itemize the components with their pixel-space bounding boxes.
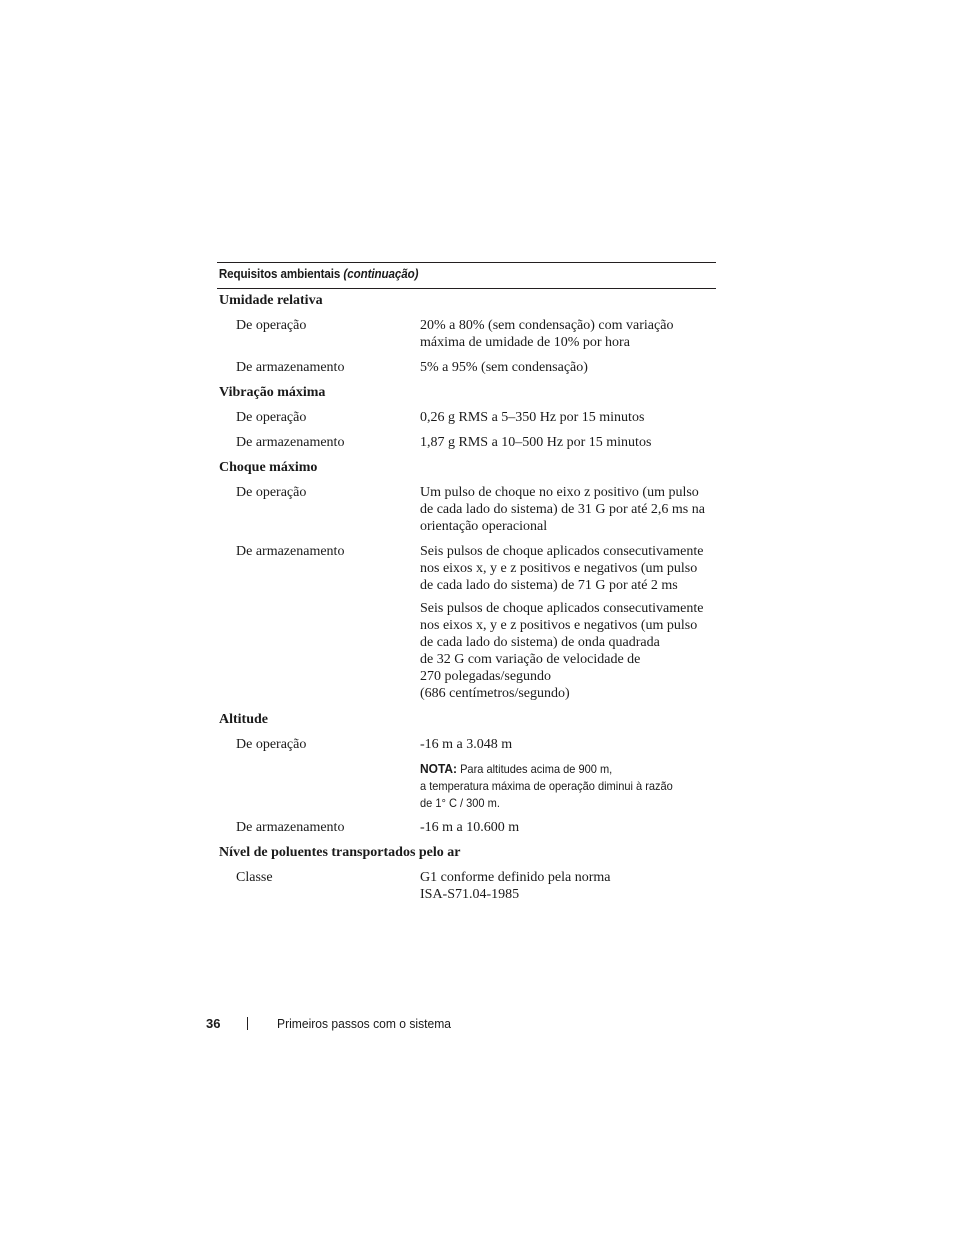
value-line: Seis pulsos de choque aplicados consecutivamente <box>420 544 704 559</box>
row-value-shock-operating <box>420 484 720 535</box>
value-line: ISA-S71.04-1985 <box>420 887 520 902</box>
row-value-humidity-storage <box>420 359 720 376</box>
section-title-altitude: Altitude <box>219 712 268 727</box>
note-first-line <box>420 760 696 778</box>
value-line: 5% a 95% (sem condensação) <box>420 360 588 375</box>
value-line: G1 conforme definido pela norma <box>420 870 611 885</box>
row-value-altitude-storage <box>420 819 720 836</box>
value-line: Um pulso de choque no eixo z positivo (um pulso <box>420 485 699 500</box>
value-line: de cada lado do sistema) de 31 G por até 2,6 ms na <box>420 502 705 517</box>
row-label-shock-storage: De armazenamento <box>236 544 345 559</box>
row-label-altitude-operating: De operação <box>236 737 307 752</box>
row-value-vibration-operating <box>420 409 720 426</box>
value-line: de 32 G com variação de velocidade de <box>420 652 641 667</box>
value-line: 1,87 g RMS a 10–500 Hz por 15 minutos <box>420 435 652 450</box>
footer-title: Primeiros passos com o sistema <box>277 1016 452 1031</box>
note-line: a temperatura máxima de operação diminui à razão <box>420 779 673 793</box>
note-text: Para altitudes acima de 900 m, <box>460 762 613 776</box>
value-line: 0,26 g RMS a 5–350 Hz por 15 minutos <box>420 410 645 425</box>
value-line: -16 m a 10.600 m <box>420 820 520 835</box>
row-value-shock-storage-square-wave <box>420 600 720 702</box>
value-line: (686 centímetros/segundo) <box>420 686 570 701</box>
value-line: orientação operacional <box>420 519 548 534</box>
value-line: 20% a 80% (sem condensação) com variação <box>420 318 674 333</box>
row-value-humidity-operating <box>420 317 720 351</box>
value-line: 270 polegadas/segundo <box>420 669 552 684</box>
table-title: Requisitos ambientais <box>218 267 341 281</box>
altitude-note <box>420 760 696 812</box>
section-title-shock: Choque máximo <box>219 460 318 475</box>
row-label-vibration-storage: De armazenamento <box>236 435 345 450</box>
row-value-shock-storage <box>420 543 720 594</box>
environmental-requirements-table <box>217 262 716 909</box>
table-continuation: (continuação) <box>343 267 419 281</box>
value-line: máxima de umidade de 10% por hora <box>420 335 630 350</box>
value-line: nos eixos x, y e z positivos e negativos (um pulso <box>420 618 698 633</box>
table-body <box>217 289 716 909</box>
value-line: -16 m a 3.048 m <box>420 737 513 752</box>
section-title-pollutants: Nível de poluentes transportados pelo ar <box>219 845 461 860</box>
section-title-humidity: Umidade relativa <box>219 293 323 308</box>
value-line: de cada lado do sistema) de onda quadrada <box>420 635 660 650</box>
table-header <box>217 263 681 288</box>
note-line: de 1° C / 300 m. <box>420 796 500 810</box>
row-label-humidity-storage: De armazenamento <box>236 360 345 375</box>
row-label-humidity-operating: De operação <box>236 318 307 333</box>
footer-separator <box>247 1017 248 1030</box>
row-label-shock-operating: De operação <box>236 485 307 500</box>
value-line: nos eixos x, y e z positivos e negativos (um pulso <box>420 561 698 576</box>
row-value-altitude-operating <box>420 736 720 753</box>
row-value-pollutants-class <box>420 869 720 903</box>
row-label-pollutants-class: Classe <box>236 870 273 885</box>
row-value-vibration-storage <box>420 434 720 451</box>
note-prefix: NOTA: <box>420 761 457 776</box>
section-title-vibration: Vibração máxima <box>219 385 326 400</box>
row-label-vibration-operating: De operação <box>236 410 307 425</box>
value-line: de cada lado do sistema) de 71 G por até 2 ms <box>420 578 678 593</box>
page-number: 36 <box>206 1016 221 1031</box>
row-label-altitude-storage: De armazenamento <box>236 820 345 835</box>
value-line: Seis pulsos de choque aplicados consecutivamente <box>420 601 704 616</box>
